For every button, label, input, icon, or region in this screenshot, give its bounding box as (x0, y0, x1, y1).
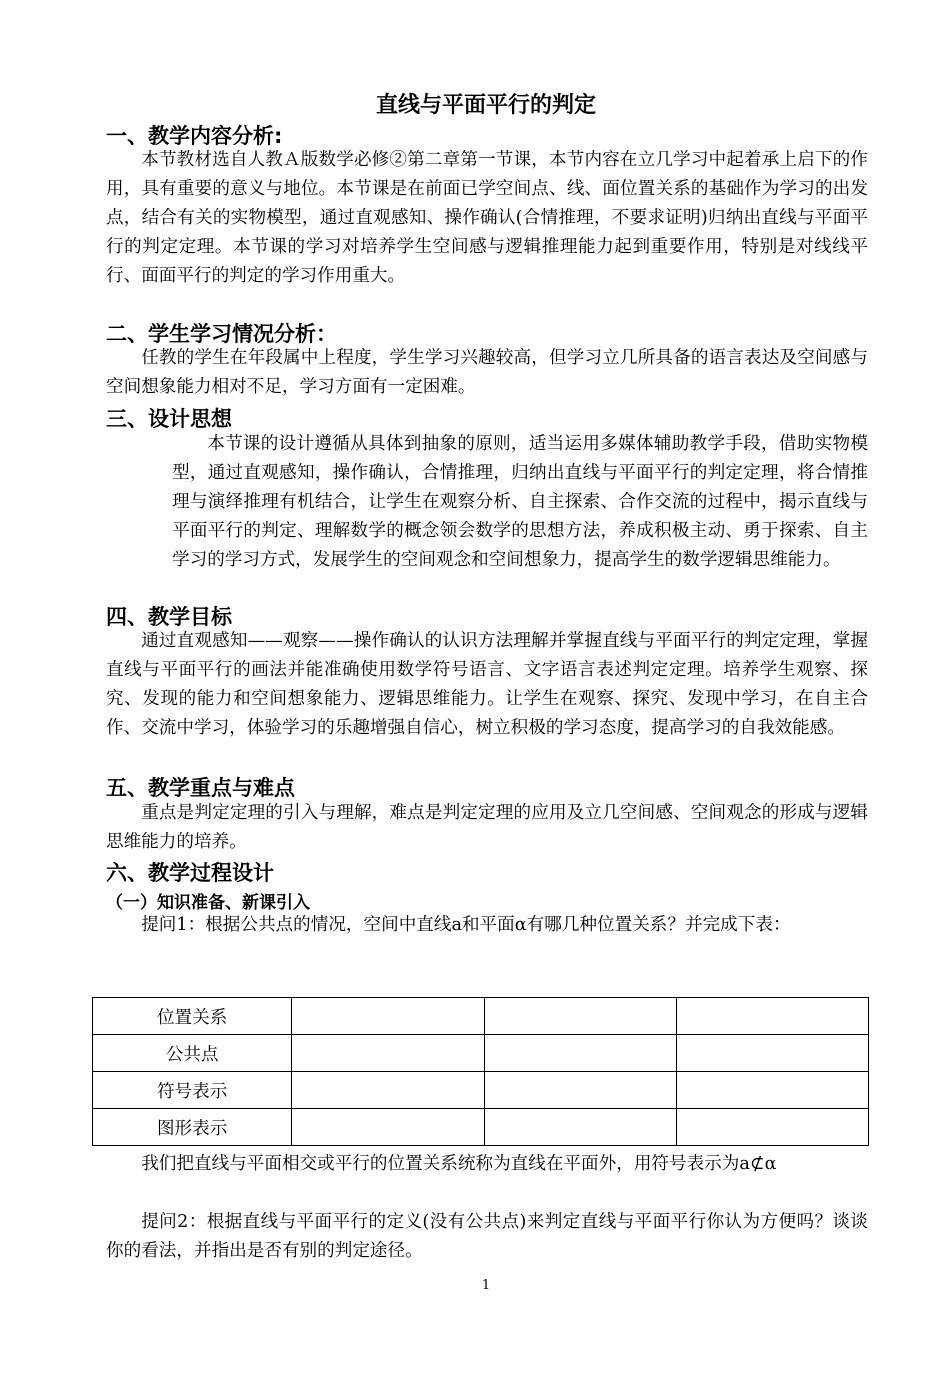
table-cell (484, 1072, 676, 1109)
table-row (93, 1109, 869, 1146)
table-row (93, 1072, 869, 1109)
heading-process-design: 六、教学过程设计 (106, 861, 274, 885)
table-row-label: 公共点 (93, 1035, 292, 1072)
paragraph-content-analysis: 本节教材选自人教Ａ版数学必修②第二章第一节课，本节内容在立几学习中起着承上启下的作用，具有重要的意义与地位。本节课是在前面已学空间点、线、面位置关系的基础作为学习的出发点，结合有关的实物模型，通过直观感知、操作确认(合情推理，不要求证明)归纳出直线与平面平行的判定定理。本节课的学习对培养学生空间感与逻辑推理能力起到重要作用，特别是对线线平行、面面平行的判定的学习作用重大。 (106, 150, 868, 286)
table-row-label: 图形表示 (93, 1109, 292, 1146)
paragraph-teaching-goals: 通过直观感知——观察——操作确认的认识方法理解并掌握直线与平面平行的判定定理，掌握直线与平面平行的画法并能准确使用数学符号语言、文字语言表述判定定理。培养学生观察、探究、发现的能力和空间想象能力、逻辑思维能力。让学生在观察、探究、发现中学习，在自主合作、交流中学习，体验学习的乐趣增强自信心，树立积极的学习态度，提高学习的自我效能感。 (106, 631, 868, 738)
heading-teaching-goals: 四、教学目标 (106, 605, 232, 629)
heading-student-analysis: 二、学生学习情况分析： (106, 322, 337, 346)
table-cell (484, 1109, 676, 1146)
table-cell (676, 998, 868, 1035)
heading-design-idea: 三、设计思想 (106, 407, 232, 431)
table-cell (676, 1035, 868, 1072)
page-number: 1 (481, 1278, 491, 1293)
paragraph-key-points: 重点是判定定理的引入与理解，难点是判定定理的应用及立几空间感、空间观念的形成与逻辑思维能力的培养。 (106, 803, 868, 852)
paragraph-question-1: 提问1：根据公共点的情况，空间中直线a和平面α有哪几种位置关系？并完成下表： (141, 915, 791, 935)
table-row-label: 符号表示 (93, 1072, 292, 1109)
position-relation-table (92, 997, 869, 1146)
paragraph-design-idea: 本节课的设计遵循从具体到抽象的原则，适当运用多媒体辅助教学手段，借助实物模型，通过直观感知，操作确认，合情推理，归纳出直线与平面平行的判定定理，将合情推理与演绎推理有机结合，让学生在观察分析、自主探索、合作交流的过程中，揭示直线与平面平行的判定、理解数学的概念领会数学的思想方法，养成积极主动、勇于探索、自主学习的学习方式，发展学生的空间观念和空间想象力，提高学生的数学逻辑思维能力。 (172, 434, 868, 570)
table-cell (292, 998, 484, 1035)
document-title: 直线与平面平行的判定 (375, 93, 596, 118)
table-row (93, 998, 869, 1035)
paragraph-question-2: 提问2：根据直线与平面平行的定义(没有公共点)来判定直线与平面平行你认为方便吗？谈谈你的看法，并指出是否有别的判定途径。 (106, 1212, 868, 1261)
heading-content-analysis: 一、教学内容分析: (106, 124, 283, 148)
paragraph-student-analysis: 任教的学生在年段属中上程度，学生学习兴趣较高，但学习立几所具备的语言表达及空间感与空间想象能力相对不足，学习方面有一定困难。 (106, 348, 868, 397)
table-row (93, 1035, 869, 1072)
subheading-knowledge-prep: （一）知识准备、新课引入 (106, 893, 310, 913)
table-cell (676, 1109, 868, 1146)
table-cell (292, 1072, 484, 1109)
table-cell (484, 1035, 676, 1072)
table-cell (292, 1109, 484, 1146)
table-cell (676, 1072, 868, 1109)
table-cell (292, 1035, 484, 1072)
table-row-label: 位置关系 (93, 998, 292, 1035)
table-cell (484, 998, 676, 1035)
heading-key-points: 五、教学重点与难点 (106, 776, 295, 800)
paragraph-outside-plane: 我们把直线与平面相交或平行的位置关系统称为直线在平面外，用符号表示为a⊄α (141, 1154, 777, 1174)
